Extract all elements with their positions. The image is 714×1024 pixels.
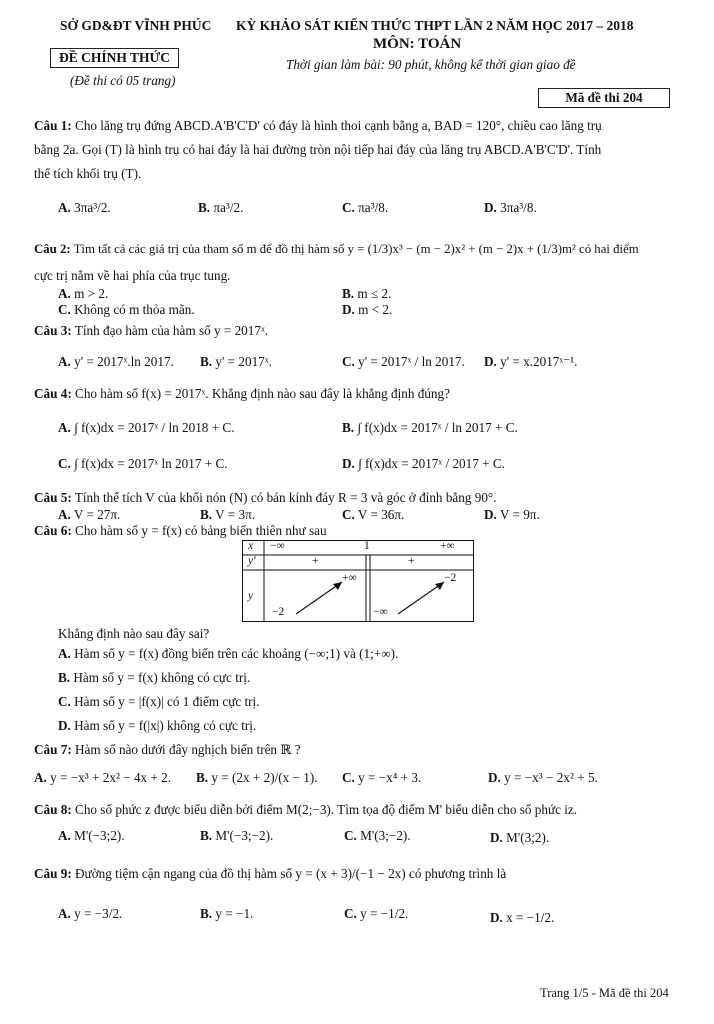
question-9: Câu 9: Đường tiệm cận ngang của đồ thị hàm số y = (x + 3)/(−1 − 2x) có phương trình là — [34, 866, 507, 881]
q1-option-c: C. πa³/8. — [342, 200, 389, 215]
question-3: Câu 3: Tính đạo hàm của hàm số y = 2017ˣ. — [34, 323, 269, 338]
variation-table — [242, 540, 474, 622]
q2-option-a: A. m > 2. — [58, 286, 109, 301]
q3-option-b: B. y' = 2017ˣ. — [200, 354, 272, 369]
tvt-y-end: −2 — [444, 572, 457, 584]
question-6-prompt: Khẳng định nào sau đây sai? — [58, 626, 210, 641]
q5-option-c: C. V = 36π. — [342, 507, 405, 522]
question-1-line2: bằng 2a. Gọi (T) là hình trụ có hai đáy là hai đường tròn nội tiếp hai đáy của lăng trụ ABCD.A'B'C'D'. Tính — [34, 142, 602, 157]
official-label: ĐỀ CHÍNH THỨC — [50, 48, 179, 68]
q7-option-d: D. y = −x³ − 2x² + 5. — [488, 770, 598, 785]
tvt-y-start: −2 — [272, 606, 285, 618]
exam-time: Thời gian làm bài: 90 phút, không kể thời gian giao đề — [286, 57, 576, 72]
q9-option-a: A. y = −3/2. — [58, 906, 123, 921]
q8-option-c: C. M'(3;−2). — [344, 828, 411, 843]
tvt-x-one: 1 — [364, 540, 370, 552]
arrow-up-left — [296, 582, 342, 614]
question-1-label: Câu 1: — [34, 118, 72, 133]
question-1 — [34, 118, 602, 134]
q1-option-b: B. πa³/2. — [198, 200, 244, 215]
q4-option-b: B. ∫ f(x)dx = 2017ˣ / ln 2017 + C. — [342, 420, 518, 435]
q6-option-a: A. Hàm số y = f(x) đồng biến trên các khoảng (−∞;1) và (1;+∞). — [58, 646, 399, 661]
arrow-up-right-head — [435, 582, 444, 590]
q5-option-d: D. V = 9π. — [484, 507, 540, 522]
q8-option-b: B. M'(−3;−2). — [200, 828, 274, 843]
department: SỞ GD&ĐT VĨNH PHÚC — [60, 18, 212, 33]
tvt-x-pos-inf: +∞ — [440, 540, 455, 552]
q1-option-a: A. 3πa³/2. — [58, 200, 111, 215]
q4-option-d: D. ∫ f(x)dx = 2017ˣ / 2017 + C. — [342, 456, 505, 471]
arrow-up-right — [398, 582, 444, 614]
exam-code: Mã đề thi 204 — [538, 88, 670, 108]
exam-title: KỲ KHẢO SÁT KIẾN THỨC THPT LẦN 2 NĂM HỌC 2017 – 2018 — [236, 18, 634, 33]
question-2-line2: cực trị nằm về hai phía của trục tung. — [34, 268, 231, 283]
tvt-sign-2: + — [408, 555, 415, 567]
tvt-y-pos-inf: +∞ — [342, 572, 357, 584]
question-1-line3: thể tích khối trụ (T). — [34, 166, 142, 181]
question-2: Câu 2: Tìm tất cả các giá trị của tham số m để đồ thị hàm số y = (1/3)x³ − (m − 2)x² + (m − 2)x + (1/3)m² có hai điểm — [34, 242, 639, 256]
question-1-line1: Cho lăng trụ đứng ABCD.A'B'C'D' có đáy là hình thoi cạnh bằng a, BAD = 120°, chiều cao lăng trụ — [75, 118, 602, 133]
tvt-y-neg-inf: −∞ — [373, 606, 388, 618]
page-count: (Đề thi có 05 trang) — [70, 73, 176, 88]
subject: MÔN: TOÁN — [373, 36, 462, 52]
tvt-y-label: y — [248, 590, 254, 602]
q6-option-c: C. Hàm số y = |f(x)| có 1 điểm cực trị. — [58, 694, 260, 709]
q2-option-b: B. m ≤ 2. — [342, 286, 392, 301]
q3-option-d: D. y' = x.2017ˣ⁻¹. — [484, 354, 578, 369]
q5-option-a: A. V = 27π. — [58, 507, 121, 522]
tvt-sign-1: + — [312, 555, 319, 567]
q9-option-d: D. x = −1/2. — [490, 910, 555, 925]
q7-option-b: B. y = (2x + 2)/(x − 1). — [196, 770, 318, 785]
tvt-x-label: x — [248, 540, 254, 552]
question-2-line1: Tìm tất cả các giá trị của tham số m để đồ thị hàm số y = (1/3)x³ − (m − 2)x² + (m − 2)x + (1/3)m² có hai điểm — [73, 242, 639, 256]
question-8: Câu 8: Cho số phức z được biểu diễn bởi điểm M(2;−3). Tìm tọa độ điểm M' biểu diễn cho số phức iz. — [34, 802, 578, 817]
q4-option-a: A. ∫ f(x)dx = 2017ˣ / ln 2018 + C. — [58, 420, 235, 435]
q6-option-b: B. Hàm số y = f(x) không có cực trị. — [58, 670, 251, 685]
q3-option-c: C. y' = 2017ˣ / ln 2017. — [342, 354, 465, 369]
q4-option-c: C. ∫ f(x)dx = 2017ˣ ln 2017 + C. — [58, 456, 228, 471]
q3-option-a: A. y' = 2017ˣ.ln 2017. — [58, 354, 174, 369]
page-footer: Trang 1/5 - Mã đề thi 204 — [540, 986, 669, 1000]
q8-option-d: D. M'(3;2). — [490, 830, 550, 845]
q9-option-b: B. y = −1. — [200, 906, 254, 921]
tvt-x-neg-inf: −∞ — [270, 540, 285, 552]
q1-option-d: D. 3πa³/8. — [484, 200, 537, 215]
q9-option-c: C. y = −1/2. — [344, 906, 409, 921]
q7-option-c: C. y = −x⁴ + 3. — [342, 770, 422, 785]
arrow-up-left-head — [333, 582, 342, 590]
q6-option-d: D. Hàm số y = f(|x|) không có cực trị. — [58, 718, 257, 733]
question-4: Câu 4: Cho hàm số f(x) = 2017ˣ. Khẳng định nào sau đây là khẳng định đúng? — [34, 386, 450, 401]
question-5: Câu 5: Tính thể tích V của khối nón (N) có bán kính đáy R = 3 và góc ở đỉnh bằng 90°. — [34, 490, 497, 505]
q8-option-a: A. M'(−3;2). — [58, 828, 125, 843]
question-6: Câu 6: Cho hàm số y = f(x) có bảng biến thiên như sau — [34, 523, 327, 538]
q2-option-c: C. Không có m thỏa mãn. — [58, 302, 195, 317]
question-7: Câu 7: Hàm số nào dưới đây nghịch biến trên ℝ ? — [34, 742, 301, 757]
q2-option-d: D. m < 2. — [342, 302, 393, 317]
tvt-yp-label: y' — [248, 555, 256, 567]
q7-option-a: A. y = −x³ + 2x² − 4x + 2. — [34, 770, 172, 785]
q5-option-b: B. V = 3π. — [200, 507, 256, 522]
